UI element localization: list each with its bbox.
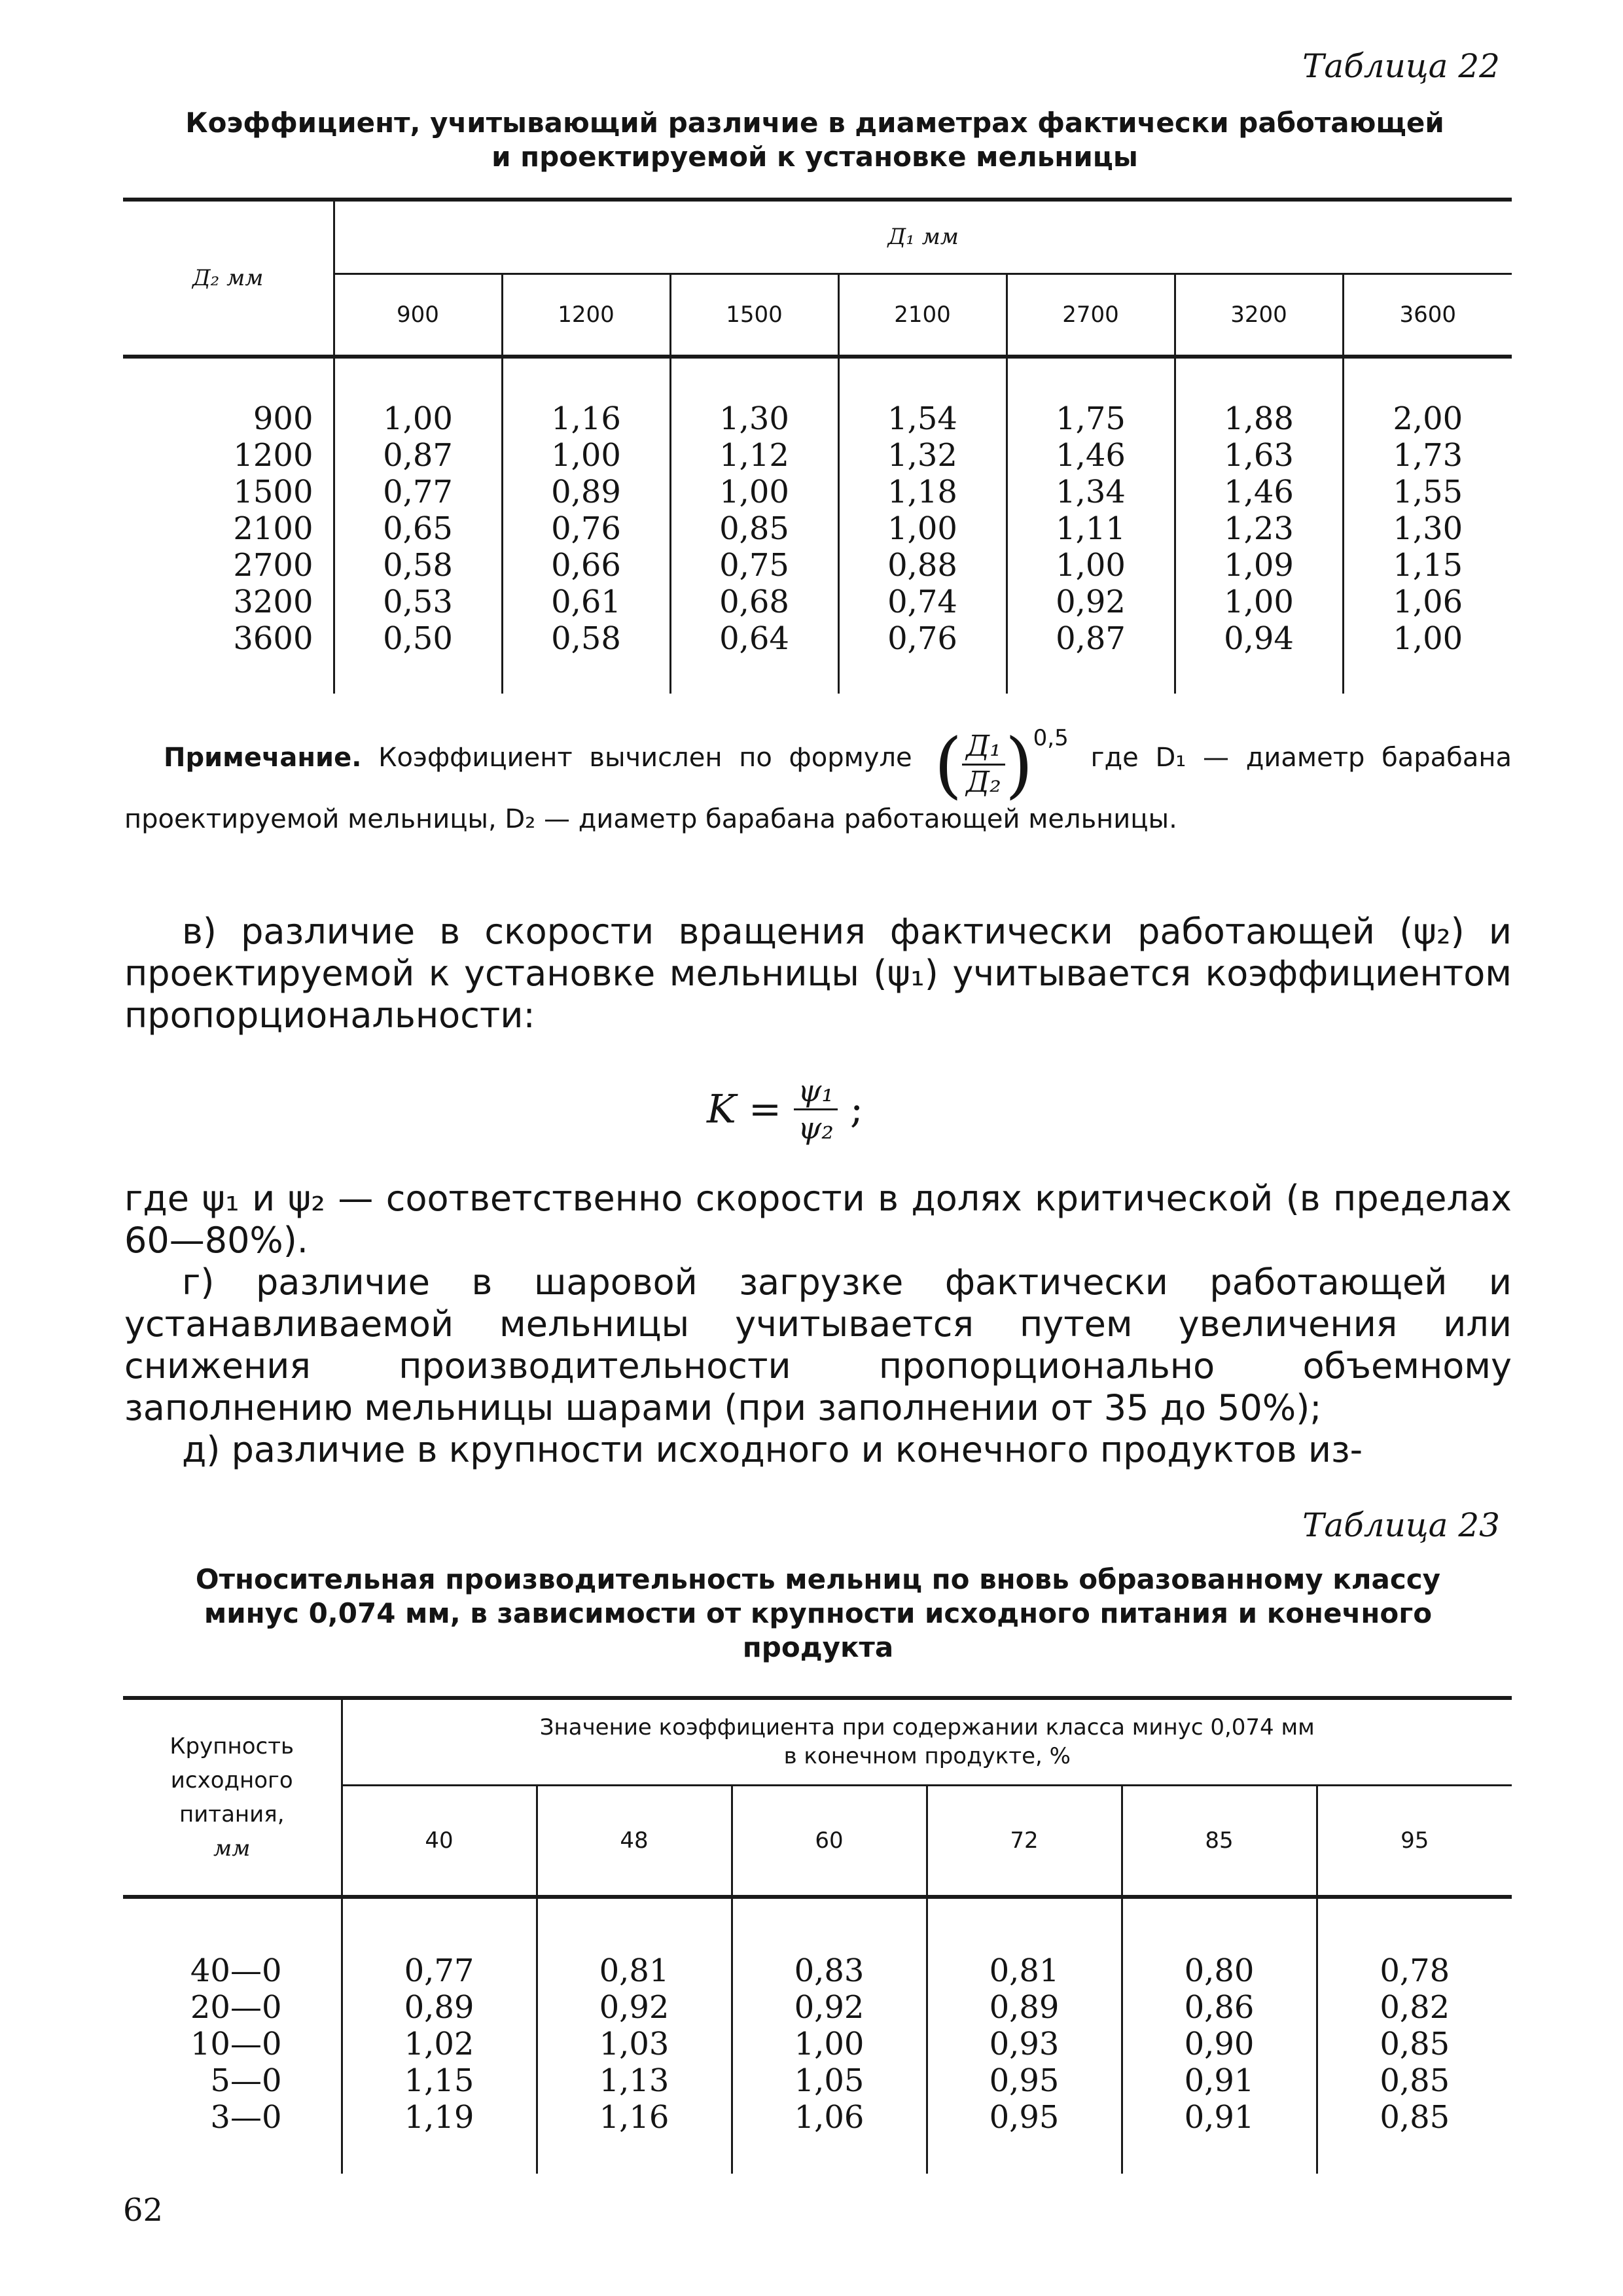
page-number: 62 bbox=[123, 2192, 164, 2229]
table-22-cell: 1,11 bbox=[1056, 510, 1126, 547]
table-22-cell: 0,58 bbox=[383, 547, 453, 584]
table-22-cell: 1,00 bbox=[383, 400, 453, 437]
table-23-cell: 0,91 bbox=[1184, 2062, 1255, 2099]
table-22-cell: 0,94 bbox=[1224, 620, 1294, 657]
table-23-cell: 1,03 bbox=[599, 2026, 669, 2062]
table-22-cell: 1,15 bbox=[1393, 547, 1463, 584]
table-23-column-group-header bbox=[342, 1700, 1512, 1785]
table-23-cell: 0,89 bbox=[989, 1989, 1060, 2026]
formula-k-numerator: ψ₁ bbox=[794, 1073, 838, 1110]
table-23-row-label: 10—0 bbox=[190, 2026, 282, 2062]
table-22-cell: 1,30 bbox=[1393, 510, 1463, 547]
table-22-cell: 0,77 bbox=[383, 474, 453, 510]
table-22-cell: 2,00 bbox=[1393, 400, 1463, 437]
table-22-col-1500 bbox=[670, 359, 838, 694]
table-23-title-line-1: Относительная производительность мельниц по вновь образованному классу bbox=[195, 1563, 1441, 1595]
table-22-row-label: 1500 bbox=[233, 474, 313, 510]
table-22-cell: 1,30 bbox=[719, 400, 789, 437]
table-22-col-header: 1200 bbox=[502, 274, 670, 355]
table-23-cell: 0,81 bbox=[989, 1952, 1060, 1989]
table-23-cell: 0,83 bbox=[794, 1952, 865, 1989]
table-22-cell: 0,68 bbox=[719, 584, 789, 620]
note-text-after-formula: где D₁ — диаметр барабана проектируемой мельницы, D₂ — диаметр барабана работающей мельницы. bbox=[124, 743, 1512, 834]
table-22-cell: 0,85 bbox=[719, 510, 789, 547]
table-22-col-header: 900 bbox=[334, 274, 502, 355]
table-23-col-60 bbox=[732, 1899, 927, 2174]
table-23-label: Таблица 23 bbox=[1302, 1506, 1500, 1544]
table-22-cell: 0,87 bbox=[383, 437, 453, 474]
table-22-cell: 0,75 bbox=[719, 547, 789, 584]
table-23-col-header: 60 bbox=[732, 1785, 927, 1895]
table-23-row-header-line-1: Крупность bbox=[169, 1733, 294, 1759]
paragraph-d: д) различие в крупности исходного и конечного продуктов из- bbox=[182, 1429, 1363, 1470]
table-22-cell: 0,74 bbox=[887, 584, 957, 620]
table-22-cell: 1,46 bbox=[1224, 474, 1294, 510]
table-23-cell: 0,93 bbox=[989, 2026, 1060, 2062]
note-text-before-formula: Коэффициент вычислен по формуле bbox=[378, 743, 912, 773]
paragraph-g: г) различие в шаровой загрузке фактически работающей и устанавливаемой мельницы учитывается путем увеличения или снижения производительности пропорционально объемному заполнению мельницы шарами (при заполнении от 35 до 50%); bbox=[124, 1262, 1512, 1428]
table-22-cell: 1,12 bbox=[719, 437, 789, 474]
note-formula: ( $\frac{\text{Д₁}}{\text{Д₂}}$ )$^{0,5}$ bbox=[934, 722, 1069, 807]
table-23-row-label: 3—0 bbox=[210, 2099, 282, 2136]
formula-k-denominator: ψ₂ bbox=[798, 1110, 834, 1146]
table-22-cell: 1,73 bbox=[1393, 437, 1463, 474]
table-22-col-2100 bbox=[838, 359, 1007, 694]
table-22-label: Таблица 22 bbox=[1302, 47, 1500, 85]
formula-k bbox=[707, 1073, 863, 1146]
table-22-note bbox=[124, 718, 1512, 839]
table-22-cell: 1,00 bbox=[1056, 547, 1126, 584]
table-22-row-label: 3200 bbox=[233, 584, 313, 620]
note-formula-exponent: 0,5 bbox=[1033, 725, 1069, 751]
table-23-col-85 bbox=[1122, 1899, 1317, 2174]
table-22-cell: 1,18 bbox=[887, 474, 957, 510]
table-22-cell: 0,66 bbox=[551, 547, 621, 584]
table-23-cell: 1,06 bbox=[794, 2099, 865, 2136]
table-22-cell: 1,63 bbox=[1224, 437, 1294, 474]
table-23-cell: 0,92 bbox=[794, 1989, 865, 2026]
table-22-cell: 1,23 bbox=[1224, 510, 1294, 547]
table-22-cell: 1,09 bbox=[1224, 547, 1294, 584]
table-23-cell: 0,95 bbox=[989, 2062, 1060, 2099]
table-23-cell: 0,89 bbox=[404, 1989, 474, 2026]
table-22-cell: 0,87 bbox=[1056, 620, 1126, 657]
note-formula-denominator: Д₂ bbox=[966, 766, 1001, 799]
table-23-cell: 0,90 bbox=[1184, 2026, 1255, 2062]
table-23-col-header: 85 bbox=[1122, 1785, 1317, 1895]
table-23-title-line-3: продукта bbox=[742, 1631, 894, 1663]
table-22-cell: 0,50 bbox=[383, 620, 453, 657]
table-23-row-label: 40—0 bbox=[190, 1952, 282, 1989]
table-22-cell: 1,54 bbox=[887, 400, 957, 437]
table-23-row-label: 5—0 bbox=[210, 2062, 282, 2099]
table-23-cell: 0,77 bbox=[404, 1952, 474, 1989]
table-22-cell: 1,34 bbox=[1056, 474, 1126, 510]
table-22-cell: 0,92 bbox=[1056, 584, 1126, 620]
table-22-title bbox=[124, 106, 1505, 174]
table-22-cell: 1,00 bbox=[887, 510, 957, 547]
table-23-row-header bbox=[123, 1700, 342, 1895]
table-23-cell: 0,80 bbox=[1184, 1952, 1255, 1989]
table-23-column-group-header-line-2: в конечном продукте, % bbox=[783, 1743, 1071, 1770]
table-22-row-label: 2100 bbox=[233, 510, 313, 547]
table-22-col-header: 3600 bbox=[1343, 274, 1512, 355]
table-23-cell: 1,15 bbox=[404, 2062, 474, 2099]
table-22-cell: 1,55 bbox=[1393, 474, 1463, 510]
table-22-cell: 0,58 bbox=[551, 620, 621, 657]
table-22-cell: 0,88 bbox=[887, 547, 957, 584]
table-23-column-group-header-line-1: Значение коэффициента при содержании класса минус 0,074 мм bbox=[539, 1714, 1315, 1741]
formula-k-lhs: K = bbox=[707, 1086, 782, 1133]
table-22-row-label: 900 bbox=[253, 400, 313, 437]
table-23-cell: 0,91 bbox=[1184, 2099, 1255, 2136]
note-formula-numerator: Д₁ bbox=[962, 730, 1005, 766]
table-23-row-header-line-2: исходного bbox=[170, 1767, 293, 1793]
table-22-cell: 1,32 bbox=[887, 437, 957, 474]
table-22-cell: 1,16 bbox=[551, 400, 621, 437]
table-22-cell: 1,00 bbox=[1224, 584, 1294, 620]
table-23-cell: 0,85 bbox=[1380, 2062, 1450, 2099]
table-23 bbox=[123, 1700, 1512, 1895]
table-23-row-header-line-3: питания, bbox=[179, 1801, 285, 1828]
table-23-col-header: 48 bbox=[537, 1785, 732, 1895]
table-22-cell: 0,76 bbox=[887, 620, 957, 657]
table-23-cell: 1,00 bbox=[794, 2026, 865, 2062]
table-23-cell: 0,85 bbox=[1380, 2026, 1450, 2062]
table-23-cell: 1,13 bbox=[599, 2062, 669, 2099]
table-22-column-group-header: Д₁ мм bbox=[334, 202, 1512, 274]
table-22 bbox=[123, 202, 1512, 355]
note-label: Примечание. bbox=[164, 743, 362, 773]
table-23-col-header: 72 bbox=[927, 1785, 1122, 1895]
table-22-cell: 1,46 bbox=[1056, 437, 1126, 474]
table-23-title bbox=[124, 1563, 1512, 1665]
table-22-row-labels bbox=[123, 359, 334, 694]
table-22-cell: 1,00 bbox=[719, 474, 789, 510]
table-23-cell: 1,19 bbox=[404, 2099, 474, 2136]
table-22-cell: 0,64 bbox=[719, 620, 789, 657]
table-23-cell: 0,85 bbox=[1380, 2099, 1450, 2136]
table-23-row-header-line-4: мм bbox=[213, 1835, 251, 1862]
table-22-cell: 0,65 bbox=[383, 510, 453, 547]
table-23-cell: 0,95 bbox=[989, 2099, 1060, 2136]
table-23-col-40 bbox=[342, 1899, 537, 2174]
table-22-title-line-2: и проектируемой к установке мельницы bbox=[491, 141, 1138, 173]
table-22-cell: 1,75 bbox=[1056, 400, 1126, 437]
table-23-title-line-2: минус 0,074 мм, в зависимости от крупности исходного питания и конечного bbox=[204, 1597, 1433, 1629]
table-23-col-header: 95 bbox=[1317, 1785, 1512, 1895]
table-23-cell: 0,86 bbox=[1184, 1989, 1255, 2026]
table-22-cell: 0,76 bbox=[551, 510, 621, 547]
table-22-row-label: 1200 bbox=[233, 437, 313, 474]
formula-k-end: ; bbox=[849, 1086, 864, 1133]
table-22-col-3200 bbox=[1175, 359, 1343, 694]
table-23-col-48 bbox=[537, 1899, 732, 2174]
table-23-cell: 1,05 bbox=[794, 2062, 865, 2099]
table-23-cell: 0,81 bbox=[599, 1952, 669, 1989]
table-22-row-label: 3600 bbox=[233, 620, 313, 657]
table-23-cell: 0,78 bbox=[1380, 1952, 1450, 1989]
table-22-col-header: 2700 bbox=[1007, 274, 1175, 355]
paragraph-where: где ψ₁ и ψ₂ — соответственно скорости в долях критической (в пределах 60—80%). bbox=[124, 1178, 1512, 1261]
table-23-cell: 1,16 bbox=[599, 2099, 669, 2136]
table-23-cell: 1,02 bbox=[404, 2026, 474, 2062]
table-22-cell: 1,00 bbox=[1393, 620, 1463, 657]
table-22-body bbox=[123, 359, 1512, 694]
table-23-cell: 0,92 bbox=[599, 1989, 669, 2026]
table-22-cell: 0,89 bbox=[551, 474, 621, 510]
paragraph-v: в) различие в скорости вращения фактически работающей (ψ₂) и проектируемой к установке мельницы (ψ₁) учитывается коэффициентом пропорциональности: bbox=[124, 911, 1512, 1036]
table-22-col-900 bbox=[334, 359, 502, 694]
table-23-row-label: 20—0 bbox=[190, 1989, 282, 2026]
table-23-col-72 bbox=[927, 1899, 1122, 2174]
table-22-row-header: Д₂ мм bbox=[192, 265, 264, 291]
table-22-col-header: 1500 bbox=[670, 274, 838, 355]
table-22-title-line-1: Коэффициент, учитывающий различие в диаметрах фактически работающей bbox=[185, 107, 1444, 139]
table-22-cell: 0,61 bbox=[551, 584, 621, 620]
table-23-row-labels bbox=[123, 1899, 342, 2174]
table-23-col-header: 40 bbox=[342, 1785, 537, 1895]
table-22-col-3600 bbox=[1343, 359, 1512, 694]
table-22-cell: 1,06 bbox=[1393, 584, 1463, 620]
table-23-cell: 0,82 bbox=[1380, 1989, 1450, 2026]
table-22-cell: 1,00 bbox=[551, 437, 621, 474]
table-22-col-1200 bbox=[502, 359, 670, 694]
table-23-body bbox=[123, 1899, 1512, 2174]
table-22-col-header: 2100 bbox=[838, 274, 1007, 355]
table-22-row-label: 2700 bbox=[233, 547, 313, 584]
table-22-col-header: 3200 bbox=[1175, 274, 1343, 355]
table-22-cell: 1,88 bbox=[1224, 400, 1294, 437]
table-23-col-95 bbox=[1317, 1899, 1512, 2174]
table-22-cell: 0,53 bbox=[383, 584, 453, 620]
table-22-col-2700 bbox=[1007, 359, 1175, 694]
